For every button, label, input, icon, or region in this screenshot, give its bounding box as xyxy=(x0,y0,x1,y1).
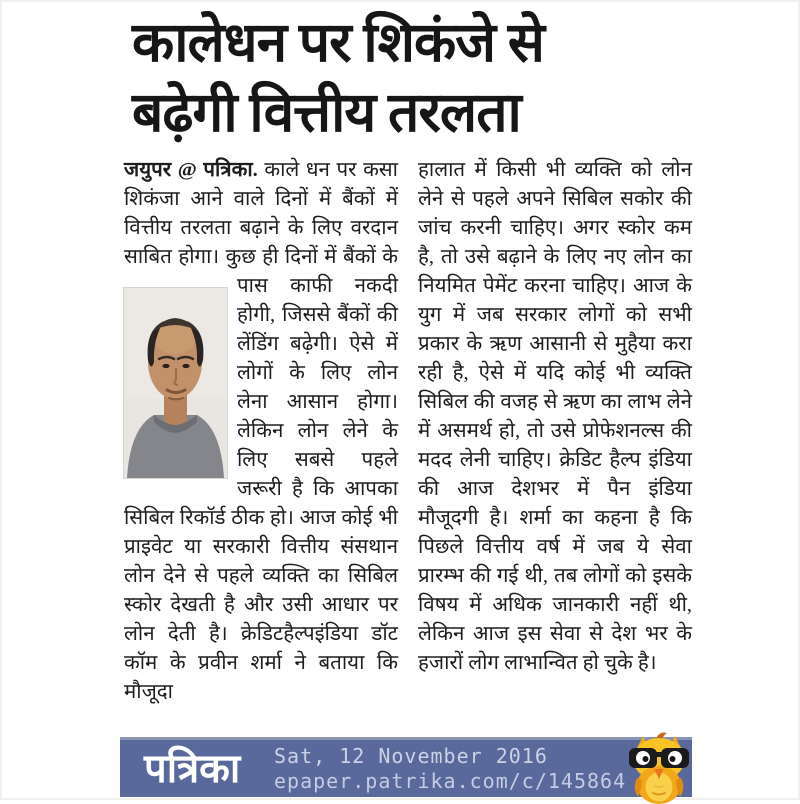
body-text-right: हालात में किसी भी व्यक्ति को लोन लेने से पहले अपने सिबिल सकोर की जांच करनी चाहिए। अगर स्कोर कम है, तो उसे बढ़ाने के लिए नए लोन का नियमित पेमेंट करना चाहिए। आज के युग में जब सरकार लोगों को सभी प्रकार के ऋण आसानी से मुहैया करा रही है, ऐसे में यदि कोई भी व्यक्ति सिबिल की वजह से ऋण का लाभ लेने में असमर्थ हो, तो उसे प्रोफेशनल्स की मदद लेनी चाहिए। क्रेडिट हैल्प इंडिया की आज देशभर में पैन इंडिया मौजूदगी है। शर्मा का कहना है कि पिछले वित्तीय वर्ष में जब ये सेवा प्रारम्भ की गई थी, तब लोगों को इसके विषय में अधिक जानकारी नहीं थी, लेकिन आज इस सेवा से देश भर के हजारों लोग लाभान्वित हो चुके है। xyxy=(418,159,692,674)
article-headline xyxy=(132,8,692,148)
article-body xyxy=(124,156,692,707)
portrait-photo xyxy=(124,288,227,478)
body-text-left-content: काले धन पर कसा शिकंजा आने वाले दिनों में बैंकों में वित्तीय तरलता बढ़ाने के लिए वरदान साबित होगा। कुछ ही दिनों में बैंकों के पास काफी नकदी होगी, जिससे बैंकों की लेंडिंग बढ़ेगी। ऐसे में लोगों के लिए लोन लेना आसान होगा। लेकिन लोन लेने के लिए सबसे पहले जरूरी है कि आपका सिबिल रिकॉर्ड ठीक हो। आज कोई भी प्राइवेट या सरकारी वित्तीय संसथान लोन देने से पहले व्यक्ति का सिबिल स्कोर देखती है और उसी आधार पर लोन देती है। क्रेडिटहैल्पइंडिया डॉट कॉम के प्रवीन शर्मा ने बताया कि मौजूदा xyxy=(124,159,398,703)
footer-meta xyxy=(274,744,626,794)
article-column-left xyxy=(124,156,398,707)
article-column-right xyxy=(418,156,692,707)
owl-mascot-icon xyxy=(619,730,699,804)
footer-date: Sat, 12 November 2016 xyxy=(274,743,548,768)
patrika-logo: पत्रिका xyxy=(144,745,241,791)
headline-line-2: बढ़ेगी वित्तीय तरलता xyxy=(132,82,521,143)
newspaper-clipping xyxy=(120,8,692,707)
footer-bar xyxy=(120,737,692,797)
headline-line-1: कालेधन पर शिकंजे से xyxy=(132,12,544,73)
portrait-photo-graphic xyxy=(124,288,227,478)
footer-url[interactable]: epaper.patrika.com/c/145864 xyxy=(274,768,627,793)
dateline: जयुपर @ पत्रिका. xyxy=(124,159,258,181)
